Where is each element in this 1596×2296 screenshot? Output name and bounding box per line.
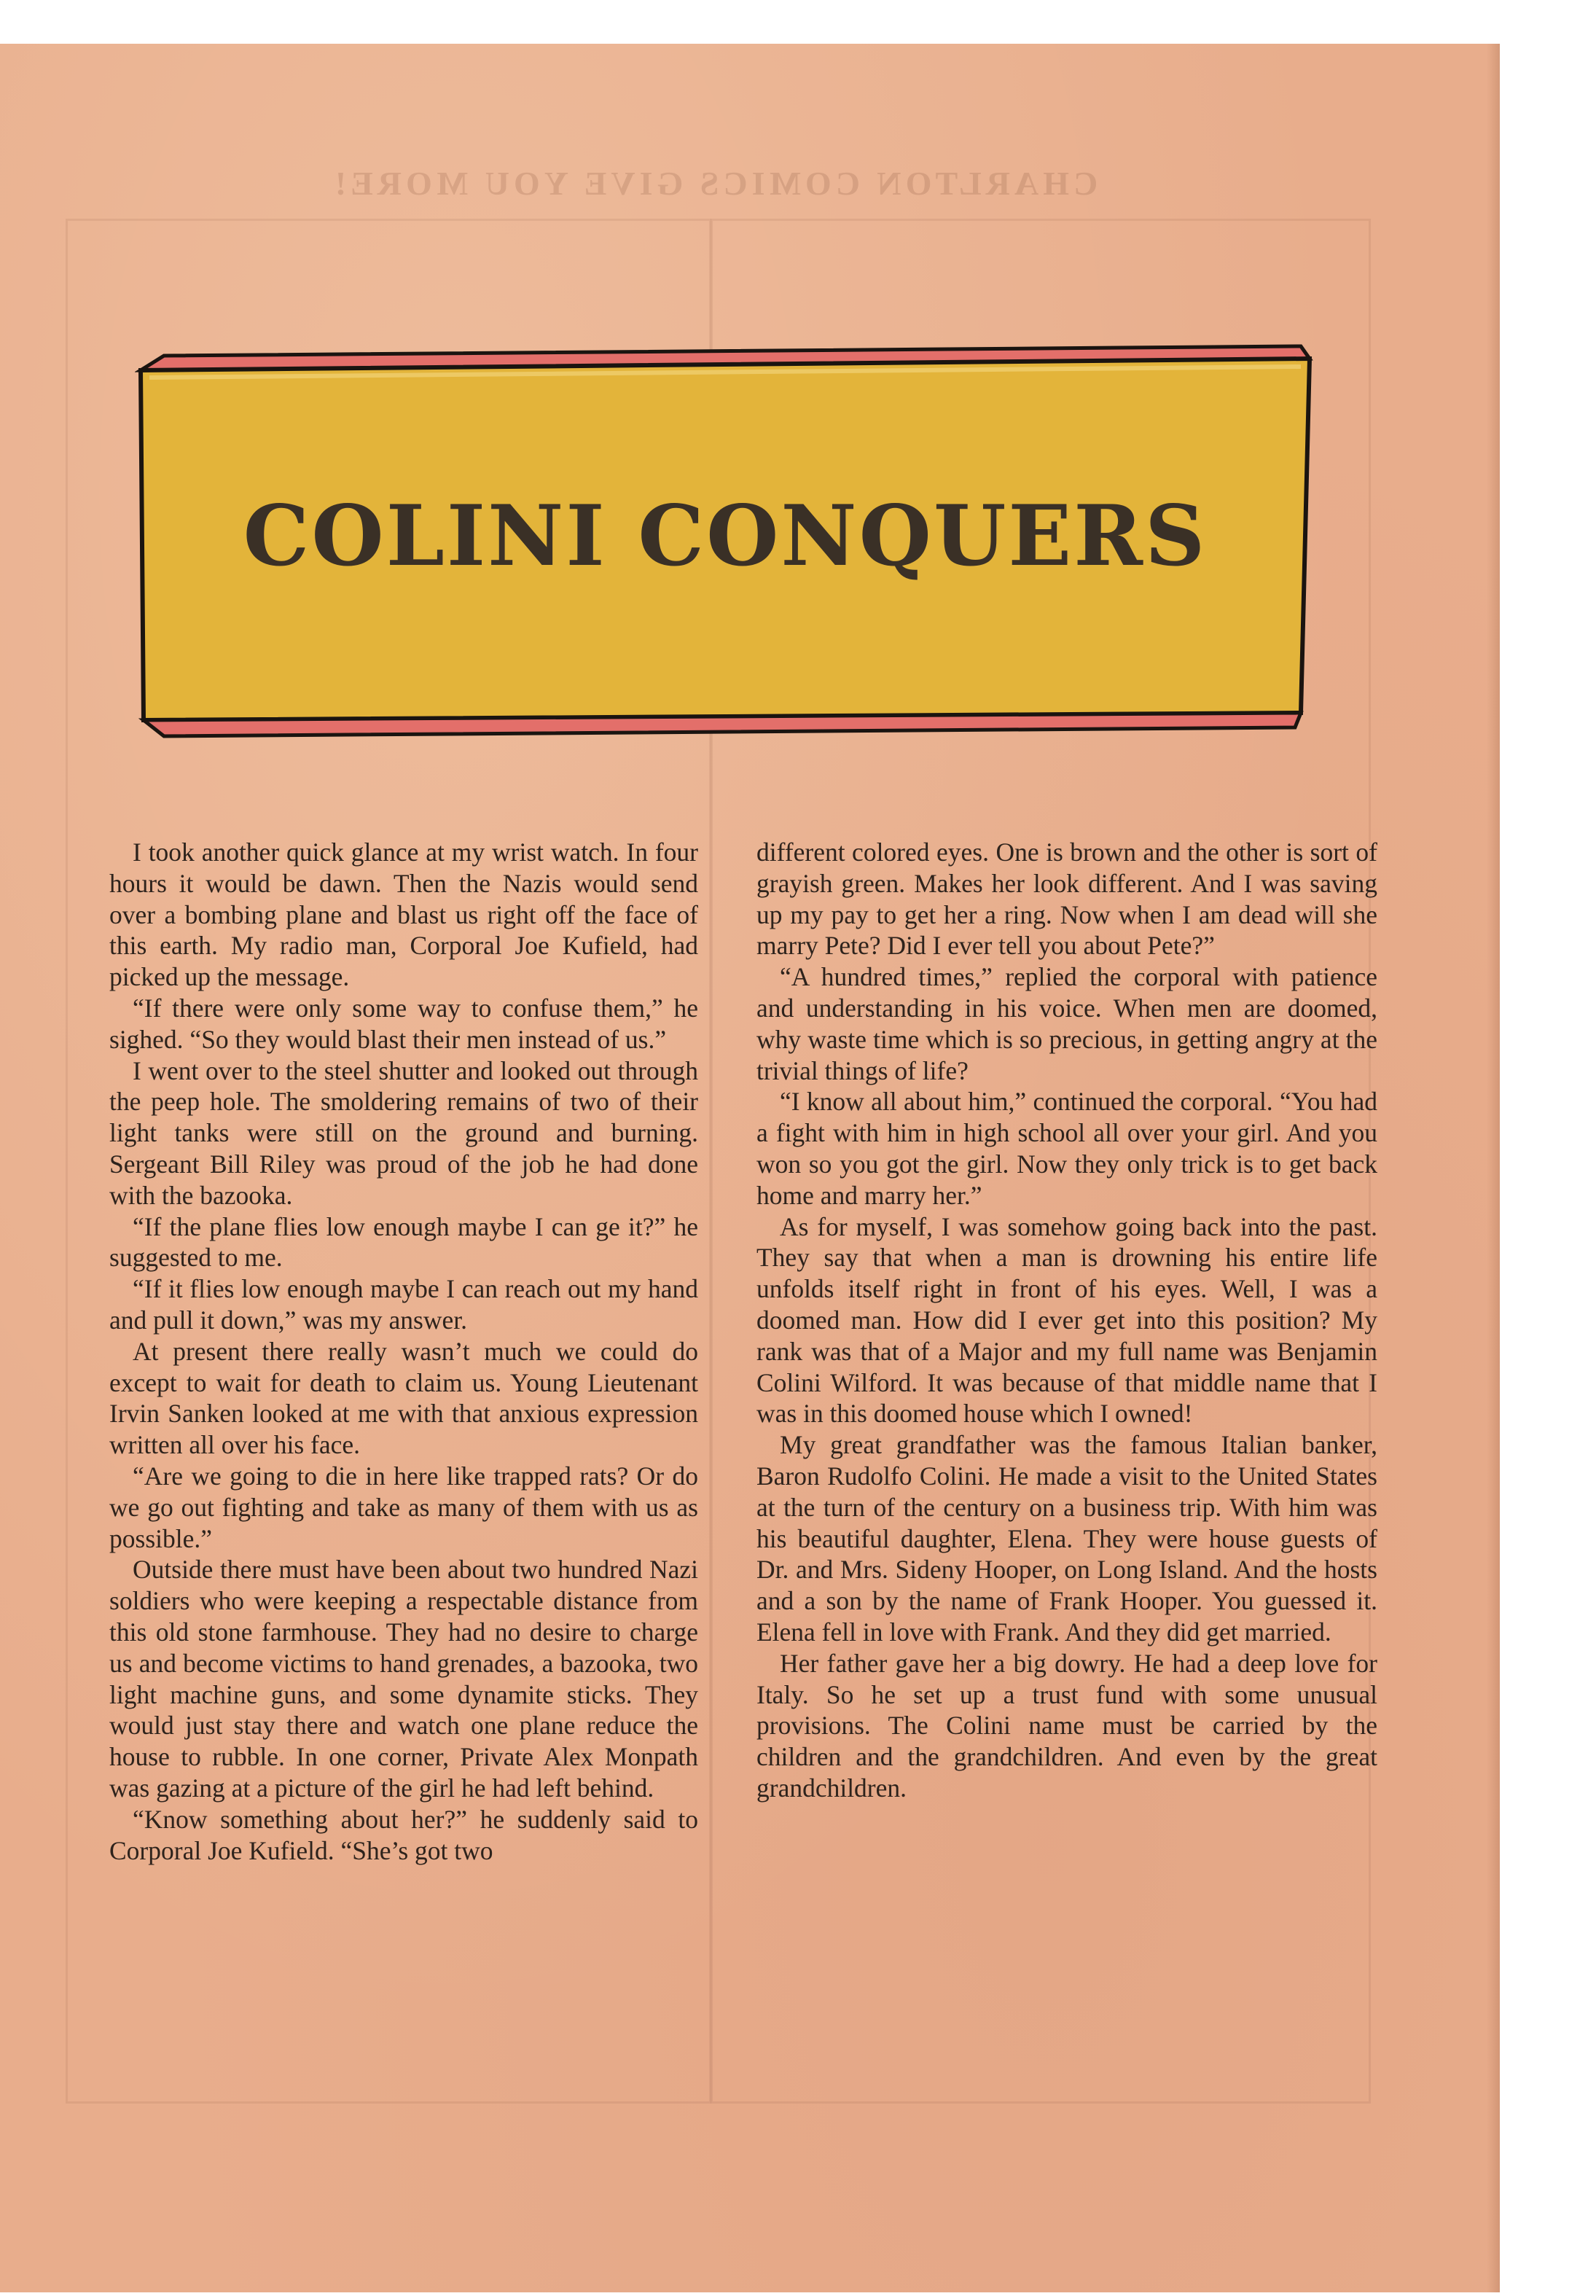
- text-column-left: [109, 837, 698, 1866]
- paragraph: I went over to the steel shutter and looked out through the peep hole. The smoldering remains of two of their light tanks were still on the ground and burning. Sergeant Bill Riley was proud of the job he had done with the bazooka.: [109, 1055, 698, 1210]
- paragraph: different colored eyes. One is brown and the other is sort of grayish green. Makes her look different. And I was saving up my pay to get her a ring. Now when I am dead will she marry Pete? Did I ever tell you about Pete?”: [756, 837, 1377, 961]
- paragraph: “Know something about her?” he suddenly said to Corporal Joe Kufield. “She’s got two: [109, 1804, 698, 1865]
- title-banner: [135, 343, 1315, 740]
- paragraph: As for myself, I was somehow going back into the past. They say that when a man is drowning his entire life unfolds itself right in front of his eyes. Well, I was a doomed man. How did I ever get into this position? My rank was that of a Major and my full name was Benjamin Colini Wilford. It was because of that middle name that I was in this doomed house which I owned!: [756, 1211, 1377, 1429]
- paragraph: My great grandfather was the famous Italian banker, Baron Rudolfo Colini. He made a visit to the United States at the turn of the century on a business trip. With him was his beautiful daughter, Elena. They were house guests of Dr. and Mrs. Sideny Hooper, on Long Island. And the hosts and a son by the name of Frank Hooper. You guessed it. Elena fell in love with Frank. And they did get married.: [756, 1430, 1377, 1647]
- paragraph: “I know all about him,” continued the corporal. “You had a fight with him in high school all over your girl. And you won so you got the girl. Now they only trick is to get back home and marry her.”: [756, 1087, 1377, 1210]
- text-column-right: [756, 837, 1377, 1804]
- paragraph: “Are we going to die in here like trapped rats? Or do we go out fighting and take as many of them with us as possible.”: [109, 1461, 698, 1553]
- paragraph: “If there were only some way to confuse them,” he sighed. “So they would blast their men instead of us.”: [109, 993, 698, 1054]
- paragraph: “If it flies low enough maybe I can reach out my hand and pull it down,” was my answer.: [109, 1274, 698, 1335]
- paragraph: At present there really wasn’t much we could do except to wait for death to claim us. Young Lieutenant Irvin Sanken looked at me with that anxious expression written all over his face.: [109, 1336, 698, 1460]
- page-edge-shadow: [1487, 44, 1500, 2292]
- paragraph: Outside there must have been about two hundred Nazi soldiers who were keeping a respectable distance from this old stone farmhouse. They had no desire to charge us and become victims to hand grenades, a bazooka, two light machine guns, and some dynamite sticks. They would just stay there and watch one plane reduce the house to rubble. In one corner, Private Alex Monpath was gazing at a picture of the girl he had left behind.: [109, 1555, 698, 1803]
- paragraph: “If the plane flies low enough maybe I can ge it?” he suggested to me.: [109, 1211, 698, 1273]
- bleed-through-title: CHARLTON COMICS GIVE YOU MORE!: [330, 165, 1098, 202]
- paragraph: I took another quick glance at my wrist watch. In four hours it would be dawn. Then the Nazis would send over a bombing plane and blast us right off the face of this earth. My radio man, Corporal Joe Kufield, had picked up the message.: [109, 837, 698, 992]
- story-title: COLINI CONQUERS: [243, 487, 1208, 585]
- paragraph: Her father gave her a big dowry. He had a deep love for Italy. So he set up a trust fund with some unusual provisions. The Colini name must be carried by the children and the grandchildren. And even by the great grandchildren.: [756, 1648, 1377, 1803]
- paragraph: “A hundred times,” replied the corporal with patience and understanding in his voice. When men are doomed, why waste time which is so precious, in getting angry at the trivial things of life?: [756, 962, 1377, 1085]
